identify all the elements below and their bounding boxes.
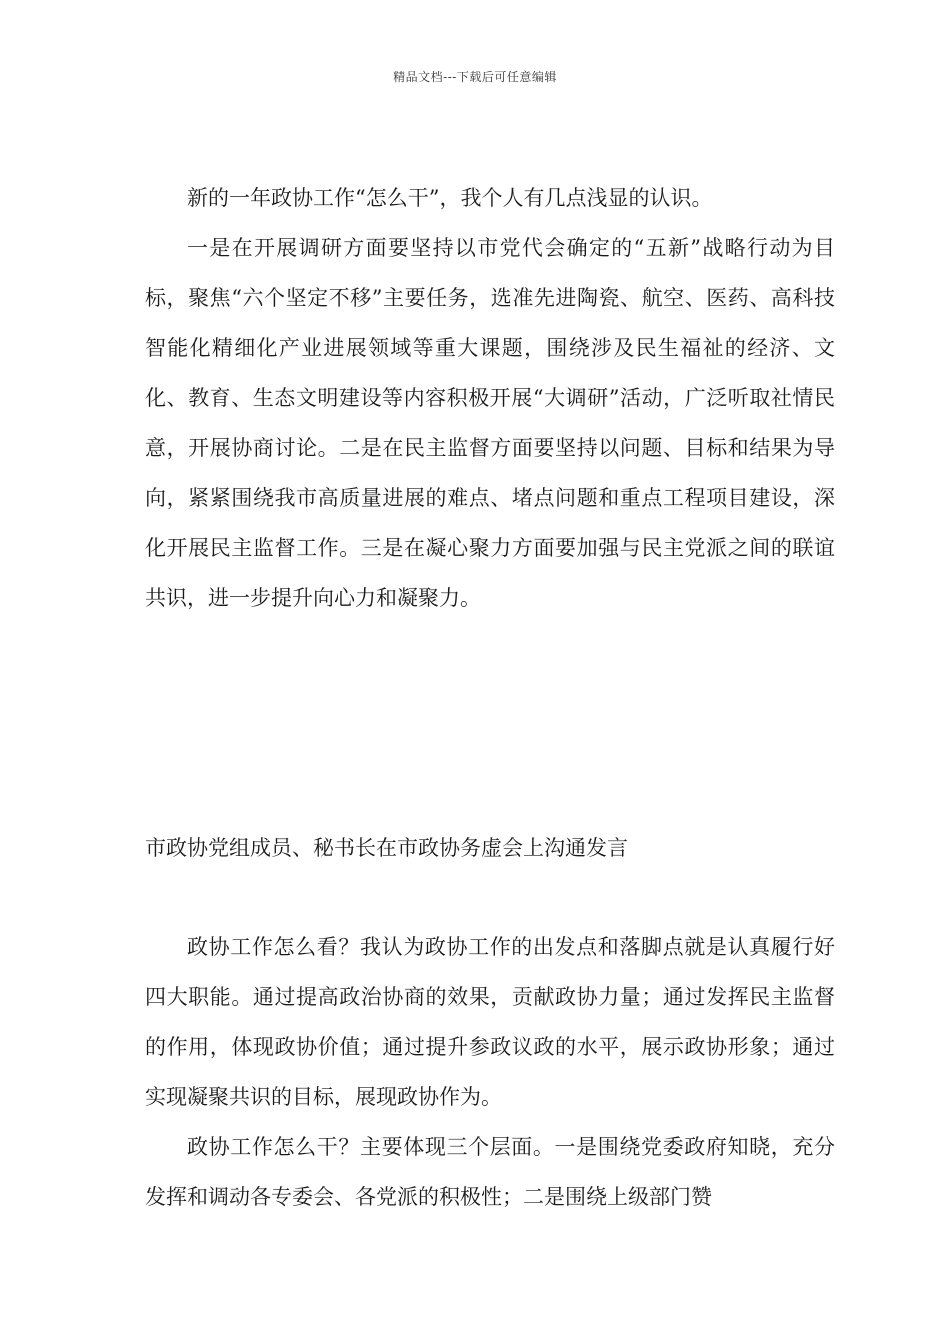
paragraph-intro: 新的一年政协工作“怎么干”，我个人有几点浅显的认识。: [187, 186, 713, 210]
section-title: 市政协党组成员、秘书长在市政协务虚会上沟通发言: [145, 836, 628, 860]
section-body-2: [145, 922, 835, 1222]
paragraph-how-to-view: 政协工作怎么看？我认为政协工作的出发点和落脚点就是认真履行好四大职能。通过提高政治协商的效果，贡献政协力量；通过发挥民主监督的作用，体现政协价值；通过提升参政议政的水平，展示政协形象；通过实现凝聚共识的目标，展现政协作为。: [145, 935, 835, 1109]
section-body-1: [145, 173, 835, 623]
paragraph-three-points: 一是在开展调研方面要坚持以市党代会确定的“五新”战略行动为目标，聚焦“六个坚定不移”主要任务，选准先进陶瓷、航空、医药、高科技智能化精细化产业进展领域等重大课题，围绕涉及民生福祉的经济、文化、教育、生态文明建设等内容积极开展“大调研”活动，广泛听取社情民意，开展协商讨论。二是在民主监督方面要坚持以问题、目标和结果为导向，紧紧围绕我市高质量进展的难点、堵点问题和重点工程项目建设，深化开展民主监督工作。三是在凝心聚力方面要加强与民主党派之间的联谊共识，进一步提升向心力和凝聚力。: [145, 236, 835, 610]
paragraph-how-to-do: 政协工作怎么干？主要体现三个层面。一是围绕党委政府知晓，充分发挥和调动各专委会、各党派的积极性；二是围绕上级部门赞: [145, 1135, 835, 1209]
page-header: 精品文档---下载后可任意编辑: [393, 70, 557, 84]
section-heading-block: [145, 823, 835, 873]
